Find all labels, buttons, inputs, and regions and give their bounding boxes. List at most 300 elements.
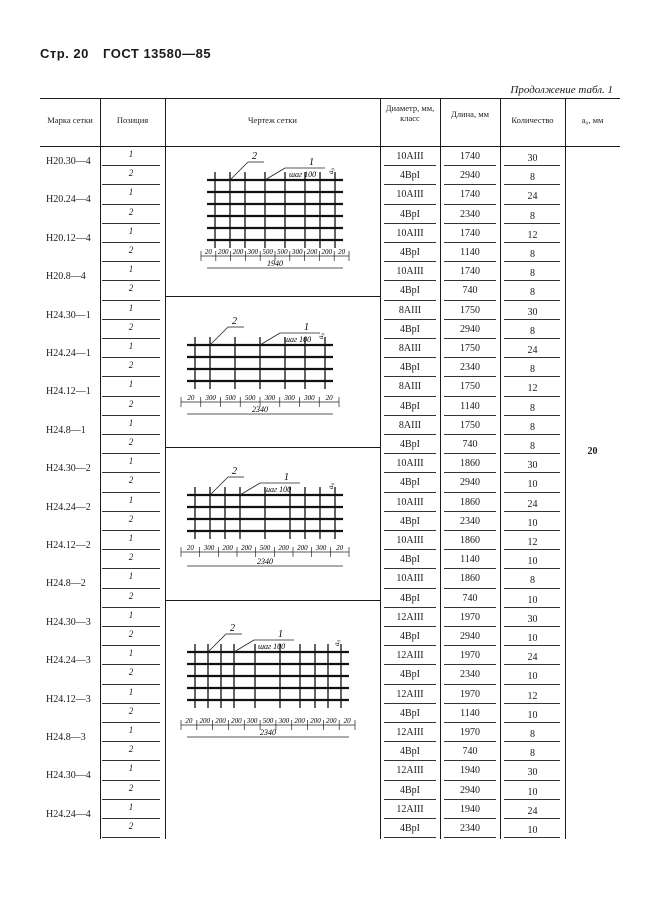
length-value: 2940 xyxy=(460,784,480,796)
step-label: шаг 100 xyxy=(264,485,292,494)
quantity-value: 12 xyxy=(527,690,538,702)
a0-label: a₀ xyxy=(333,640,341,646)
length-underline xyxy=(444,204,496,205)
leader-line xyxy=(208,634,226,652)
a0-label: a₀ xyxy=(317,333,325,339)
quantity-underline xyxy=(504,530,560,531)
quantity-underline xyxy=(504,722,560,723)
quantity-underline xyxy=(504,780,560,781)
diameter-underline xyxy=(384,396,436,397)
diameter-class: 4BpI xyxy=(400,285,420,297)
diameter-class: 4BpI xyxy=(400,400,420,412)
dimension-value: 200 xyxy=(297,544,308,552)
quantity-value: 10 xyxy=(527,517,538,529)
length-value: 2340 xyxy=(460,669,480,681)
quantity-value: 24 xyxy=(527,805,538,817)
diameter-underline xyxy=(384,684,436,685)
diameter-class: 12AIII xyxy=(396,611,424,623)
length-underline xyxy=(444,511,496,512)
diameter-underline xyxy=(384,799,436,800)
overall-dimension: 1940 xyxy=(267,259,283,268)
quantity-underline xyxy=(504,549,560,550)
standard-number: ГОСТ 13580—85 xyxy=(103,46,212,61)
length-underline xyxy=(444,760,496,761)
diameter-underline xyxy=(384,588,436,589)
dimension-value: 300 xyxy=(203,544,215,552)
diameter-class: 12AIII xyxy=(396,727,424,738)
length-value: 1740 xyxy=(460,227,480,239)
length-underline xyxy=(444,818,496,819)
position-underline xyxy=(102,165,160,166)
diameter-underline xyxy=(384,184,436,185)
position-underline xyxy=(102,338,160,339)
position-label-2: 2 xyxy=(232,316,237,327)
diameter-underline xyxy=(384,453,436,454)
diameter-underline xyxy=(384,760,436,761)
position-number: 2 xyxy=(128,629,134,639)
quantity-value: 24 xyxy=(527,191,538,203)
column-divider xyxy=(165,98,166,839)
dimension-value: 200 xyxy=(294,717,305,725)
diameter-class: 4BpI xyxy=(400,515,420,527)
quantity-underline xyxy=(504,703,560,704)
step-label: шаг 100 xyxy=(258,642,286,651)
diameter-class: 12AIII xyxy=(396,688,424,700)
position-underline xyxy=(102,415,160,416)
length-value: 2340 xyxy=(460,823,480,834)
quantity-value: 30 xyxy=(527,306,538,318)
position-underline xyxy=(102,434,160,435)
position-underline xyxy=(102,376,160,377)
length-value: 2940 xyxy=(460,631,480,642)
length-value: 1140 xyxy=(460,400,480,412)
quantity-value: 8 xyxy=(530,729,535,740)
quantity-value: 10 xyxy=(527,633,538,644)
mesh-mark: Н24.12—3 xyxy=(46,693,91,705)
length-value: 1860 xyxy=(460,458,480,470)
length-value: 1970 xyxy=(460,727,480,738)
column-header-5: Количество xyxy=(511,115,554,125)
length-underline xyxy=(444,837,496,838)
position-number: 2 xyxy=(128,245,134,255)
diameter-class: 10AIII xyxy=(396,266,424,278)
quantity-underline xyxy=(504,741,560,742)
dimension-value: 300 xyxy=(315,544,327,552)
column-header-6: a₀, мм xyxy=(581,115,604,125)
length-value: 2940 xyxy=(460,323,480,335)
dimension-value: 20 xyxy=(187,394,195,402)
a0-label: a₀ xyxy=(327,168,335,174)
position-underline xyxy=(102,223,160,224)
position-underline xyxy=(102,645,160,646)
position-underline xyxy=(102,280,160,281)
length-value: 740 xyxy=(462,439,478,450)
diameter-underline xyxy=(384,664,436,665)
quantity-underline xyxy=(504,319,560,320)
quantity-underline xyxy=(504,184,560,185)
diameter-underline xyxy=(384,300,436,301)
position-number: 1 xyxy=(128,686,134,697)
length-underline xyxy=(444,357,496,358)
length-underline xyxy=(444,549,496,550)
quantity-value: 8 xyxy=(530,364,535,376)
dimension-value: 300 xyxy=(205,394,216,402)
length-value: 1740 xyxy=(460,266,480,278)
mesh-mark: Н24.30—2 xyxy=(46,463,91,475)
position-number: 2 xyxy=(128,437,134,447)
position-underline xyxy=(102,453,160,454)
mesh-mark: Н24.30—1 xyxy=(46,309,91,321)
position-number: 2 xyxy=(128,705,134,716)
position-underline xyxy=(102,722,160,723)
quantity-underline xyxy=(504,357,560,358)
diameter-class: 4BpI xyxy=(400,208,420,220)
diameter-underline xyxy=(384,261,436,262)
diameter-underline xyxy=(384,415,436,416)
dimension-value: 200 xyxy=(231,717,242,725)
dimension-value: 300 xyxy=(246,717,258,725)
mesh-mark: Н20.30—4 xyxy=(46,156,91,167)
length-underline xyxy=(444,165,496,166)
quantity-underline xyxy=(504,799,560,800)
dimension-value: 200 xyxy=(215,717,226,725)
length-underline xyxy=(444,607,496,608)
quantity-underline xyxy=(504,626,560,627)
diameter-underline xyxy=(384,722,436,723)
length-underline xyxy=(444,453,496,454)
position-number: 1 xyxy=(128,149,134,159)
dimension-value: 20 xyxy=(343,717,351,725)
diameter-class: 8AIII xyxy=(398,381,422,393)
length-value: 2340 xyxy=(460,515,480,527)
quantity-underline xyxy=(504,818,560,819)
diameter-underline xyxy=(384,626,436,627)
mesh-drawing-4 xyxy=(181,623,355,737)
quantity-underline xyxy=(504,280,560,281)
dimension-value: 200 xyxy=(232,248,244,256)
quantity-underline xyxy=(504,338,560,339)
quantity-value: 8 xyxy=(530,287,535,299)
diameter-class: 12AIII xyxy=(396,765,424,777)
diameter-class: 4BpI xyxy=(400,631,420,642)
position-number: 1 xyxy=(128,725,134,735)
diameter-underline xyxy=(384,780,436,781)
diameter-underline xyxy=(384,530,436,531)
drawing-separator xyxy=(165,447,380,448)
length-value: 2340 xyxy=(460,362,480,374)
mesh-mark: Н24.24—1 xyxy=(46,348,91,359)
column-header-0: Марка сетки xyxy=(47,115,93,125)
position-number: 2 xyxy=(128,590,134,601)
position-underline xyxy=(102,472,160,473)
length-underline xyxy=(444,799,496,800)
table-top-border xyxy=(40,98,620,99)
diameter-class: 4BpI xyxy=(400,247,420,258)
position-number: 1 xyxy=(128,187,134,198)
quantity-underline xyxy=(504,376,560,377)
dimension-value: 20 xyxy=(186,544,194,552)
length-underline xyxy=(444,568,496,569)
mesh-drawing-1 xyxy=(201,151,349,268)
mesh-drawing-2 xyxy=(181,316,339,414)
diameter-class: 4BpI xyxy=(400,170,420,182)
quantity-value: 30 xyxy=(527,613,538,625)
position-underline xyxy=(102,588,160,589)
diameter-underline xyxy=(384,472,436,473)
overall-dimension: 2340 xyxy=(257,557,273,566)
position-underline xyxy=(102,760,160,761)
position-number: 1 xyxy=(128,533,134,543)
diameter-class: 8AIII xyxy=(398,343,422,354)
length-underline xyxy=(444,280,496,281)
position-number: 2 xyxy=(128,398,134,409)
length-value: 1750 xyxy=(460,304,480,316)
dimension-value: 500 xyxy=(277,248,288,256)
length-value: 1140 xyxy=(460,247,480,258)
diameter-underline xyxy=(384,204,436,205)
diameter-underline xyxy=(384,703,436,704)
dimension-value: 300 xyxy=(264,394,276,402)
dimension-value: 500 xyxy=(244,394,256,402)
position-underline xyxy=(102,492,160,493)
position-number: 1 xyxy=(128,341,134,351)
page-header xyxy=(40,46,221,61)
position-underline xyxy=(102,626,160,627)
length-underline xyxy=(444,684,496,685)
quantity-value: 10 xyxy=(527,825,538,836)
a0-label: a₀ xyxy=(327,483,335,489)
diameter-class: 4BpI xyxy=(400,592,420,604)
dimension-value: 500 xyxy=(225,394,236,402)
position-number: 2 xyxy=(128,744,134,755)
mesh-mark: Н24.12—2 xyxy=(46,540,91,551)
quantity-underline xyxy=(504,664,560,665)
mesh-mark: Н24.30—4 xyxy=(46,770,91,782)
position-number: 2 xyxy=(128,667,134,678)
length-value: 740 xyxy=(462,592,478,604)
length-value: 1970 xyxy=(460,688,480,700)
mesh-mark: Н24.12—1 xyxy=(46,386,91,398)
position-underline xyxy=(102,204,160,205)
position-number: 2 xyxy=(128,513,134,524)
position-number: 1 xyxy=(128,571,134,582)
length-value: 1740 xyxy=(460,151,480,162)
dimension-value: 200 xyxy=(321,248,333,256)
position-number: 2 xyxy=(128,475,134,486)
quantity-underline xyxy=(504,645,560,646)
diameter-class: 4BpI xyxy=(400,707,420,719)
position-label-1: 1 xyxy=(284,472,289,483)
position-underline xyxy=(102,396,160,397)
position-number: 1 xyxy=(128,417,134,428)
position-number: 1 xyxy=(128,379,134,390)
quantity-value: 12 xyxy=(527,383,538,395)
diameter-class: 4BpI xyxy=(400,477,420,489)
dimension-value: 200 xyxy=(217,248,229,256)
mesh-mark: Н20.12—4 xyxy=(46,232,91,244)
diameter-class: 12AIII xyxy=(396,803,424,815)
quantity-value: 24 xyxy=(527,498,538,510)
position-number: 1 xyxy=(128,225,134,236)
quantity-underline xyxy=(504,511,560,512)
diameter-class: 10AIII xyxy=(396,227,424,239)
position-label-1: 1 xyxy=(304,322,309,333)
diameter-class: 12AIII xyxy=(396,650,424,662)
dimension-value: 500 xyxy=(262,248,273,256)
position-underline xyxy=(102,549,160,550)
leader-line xyxy=(260,333,280,345)
diameter-class: 4BpI xyxy=(400,746,420,758)
dimension-value: 300 xyxy=(278,717,290,725)
leader-line xyxy=(210,327,228,345)
dimension-value: 200 xyxy=(278,544,289,552)
position-underline xyxy=(102,684,160,685)
position-number: 1 xyxy=(128,801,134,812)
diameter-class: 4BpI xyxy=(400,784,420,796)
diameter-underline xyxy=(384,741,436,742)
overall-dimension: 2340 xyxy=(260,728,276,737)
quantity-underline xyxy=(504,396,560,397)
length-underline xyxy=(444,492,496,493)
quantity-underline xyxy=(504,204,560,205)
diameter-class: 8AIII xyxy=(398,419,422,431)
diameter-underline xyxy=(384,818,436,819)
length-value: 740 xyxy=(462,285,478,297)
quantity-underline xyxy=(504,300,560,301)
length-underline xyxy=(444,741,496,742)
quantity-value: 30 xyxy=(527,153,538,164)
diameter-underline xyxy=(384,549,436,550)
length-value: 1940 xyxy=(460,765,480,777)
step-label: шаг 100 xyxy=(289,170,317,179)
position-number: 2 xyxy=(128,552,134,563)
diameter-class: 4BpI xyxy=(400,323,420,335)
quantity-value: 12 xyxy=(527,537,538,548)
a0-value: 20 xyxy=(587,446,598,457)
overall-dimension: 2340 xyxy=(252,405,268,414)
mesh-mark: Н20.8—4 xyxy=(46,271,86,283)
position-underline xyxy=(102,357,160,358)
position-underline xyxy=(102,607,160,608)
diameter-underline xyxy=(384,357,436,358)
drawing-separator xyxy=(165,600,380,601)
length-value: 2940 xyxy=(460,170,480,182)
quantity-underline xyxy=(504,165,560,166)
dimension-value: 200 xyxy=(241,544,252,552)
quantity-underline xyxy=(504,568,560,569)
dimension-value: 200 xyxy=(326,717,337,725)
length-value: 1860 xyxy=(460,535,480,546)
quantity-value: 10 xyxy=(527,556,538,568)
quantity-underline xyxy=(504,242,560,243)
diameter-class: 10AIII xyxy=(396,151,424,162)
length-underline xyxy=(444,300,496,301)
position-underline xyxy=(102,837,160,838)
diameter-class: 8AIII xyxy=(398,304,422,316)
drawing-separator xyxy=(165,296,380,297)
diameter-underline xyxy=(384,568,436,569)
quantity-underline xyxy=(504,472,560,473)
dimension-value: 300 xyxy=(304,394,315,402)
diameter-class: 4BpI xyxy=(400,439,420,450)
quantity-value: 8 xyxy=(530,325,535,337)
length-underline xyxy=(444,626,496,627)
quantity-value: 10 xyxy=(527,786,538,798)
position-underline xyxy=(102,799,160,800)
quantity-underline xyxy=(504,434,560,435)
quantity-value: 8 xyxy=(530,172,535,184)
position-number: 2 xyxy=(128,821,134,831)
length-value: 1750 xyxy=(460,343,480,354)
diameter-class: 4BpI xyxy=(400,823,420,834)
column-divider xyxy=(565,98,566,839)
quantity-value: 10 xyxy=(527,479,538,491)
column-header-2: Чертеж сетки xyxy=(248,115,297,125)
diameter-underline xyxy=(384,607,436,608)
diameter-underline xyxy=(384,376,436,377)
dimension-value: 300 xyxy=(247,248,259,256)
quantity-value: 8 xyxy=(530,421,535,433)
mesh-mark: Н24.24—4 xyxy=(46,808,91,820)
dimension-value: 20 xyxy=(338,248,346,256)
position-label-2: 2 xyxy=(232,466,237,477)
column-header-1: Позиция xyxy=(116,115,149,125)
quantity-underline xyxy=(504,607,560,608)
dimension-value: 20 xyxy=(204,248,212,256)
dimension-value: 300 xyxy=(284,394,295,402)
dimension-value: 500 xyxy=(262,717,274,725)
length-underline xyxy=(444,223,496,224)
quantity-underline xyxy=(504,492,560,493)
position-number: 2 xyxy=(128,168,134,179)
position-label-2: 2 xyxy=(230,623,235,634)
length-underline xyxy=(444,530,496,531)
position-underline xyxy=(102,530,160,531)
length-underline xyxy=(444,645,496,646)
quantity-underline xyxy=(504,588,560,589)
position-number: 2 xyxy=(128,360,134,371)
diameter-underline xyxy=(384,242,436,243)
leader-line xyxy=(230,162,248,180)
table-continuation: Продолжение табл. 1 xyxy=(510,84,613,96)
length-underline xyxy=(444,703,496,704)
diameter-class: 10AIII xyxy=(396,573,424,585)
quantity-underline xyxy=(504,837,560,838)
length-underline xyxy=(444,780,496,781)
diameter-class: 10AIII xyxy=(396,189,424,201)
diameter-underline xyxy=(384,223,436,224)
diameter-class: 4BpI xyxy=(400,362,420,374)
position-underline xyxy=(102,319,160,320)
position-underline xyxy=(102,184,160,185)
length-value: 740 xyxy=(462,746,478,758)
quantity-value: 12 xyxy=(527,229,538,241)
length-value: 1740 xyxy=(460,189,480,201)
step-label: шаг 100 xyxy=(284,335,312,344)
diameter-class: 10AIII xyxy=(396,496,424,508)
quantity-underline xyxy=(504,684,560,685)
quantity-value: 10 xyxy=(527,671,538,683)
dimension-value: 200 xyxy=(310,717,321,725)
position-number: 1 xyxy=(128,456,134,467)
length-underline xyxy=(444,434,496,435)
dimension-value: 300 xyxy=(291,248,303,256)
position-underline xyxy=(102,242,160,243)
quantity-value: 10 xyxy=(527,594,538,606)
length-underline xyxy=(444,338,496,339)
mesh-mark: Н20.24—4 xyxy=(46,194,91,206)
quantity-value: 8 xyxy=(530,402,535,414)
